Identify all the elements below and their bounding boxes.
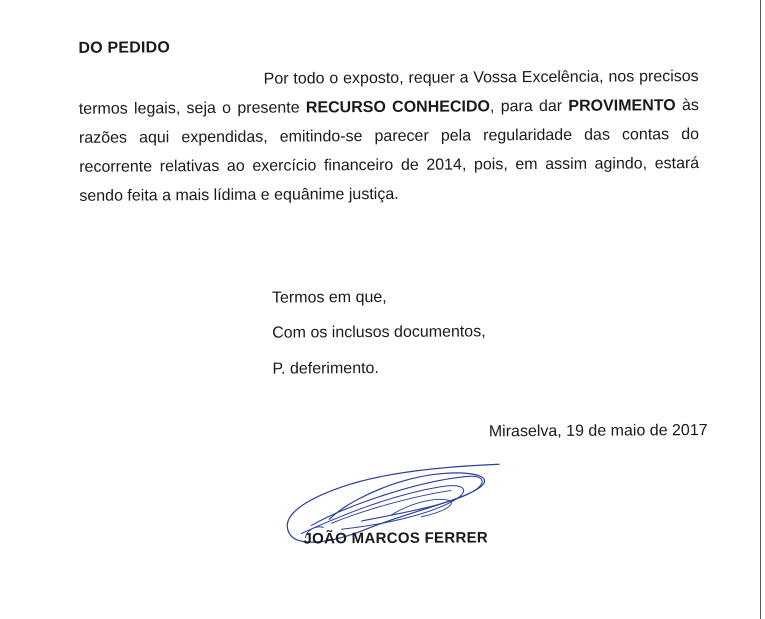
request-paragraph	[79, 62, 700, 211]
paragraph-bold-2: PROVIMENTO	[568, 97, 676, 115]
closing-line-2: Com os inclusos documentos,	[272, 323, 486, 342]
paragraph-bold-1: RECURSO CONHECIDO	[305, 98, 490, 117]
page-edge-divider	[760, 0, 761, 619]
closing-line-1: Termos em que,	[271, 288, 387, 307]
signer-name: JOÃO MARCOS FERRER	[303, 529, 489, 548]
section-heading: DO PEDIDO	[78, 39, 171, 57]
paragraph-text-3: às razões aqui expendidas, emitindo-se parecer pela regularidade das contas do recorrente relativas ao exercício financeiro de 2014, pois, em assim agindo, estará sendo feita a mais lídima e equânime justiça.	[78, 97, 700, 205]
paragraph-text-2: , para dar	[489, 97, 569, 116]
closing-line-3: P. deferimento.	[272, 360, 379, 378]
place-date: Miraselva, 19 de maio de 2017	[488, 422, 708, 441]
paragraph-text-1: Por todo o exposto, requer a Vossa Excelência, nos precisos termos legais, seja o presente	[78, 68, 699, 118]
